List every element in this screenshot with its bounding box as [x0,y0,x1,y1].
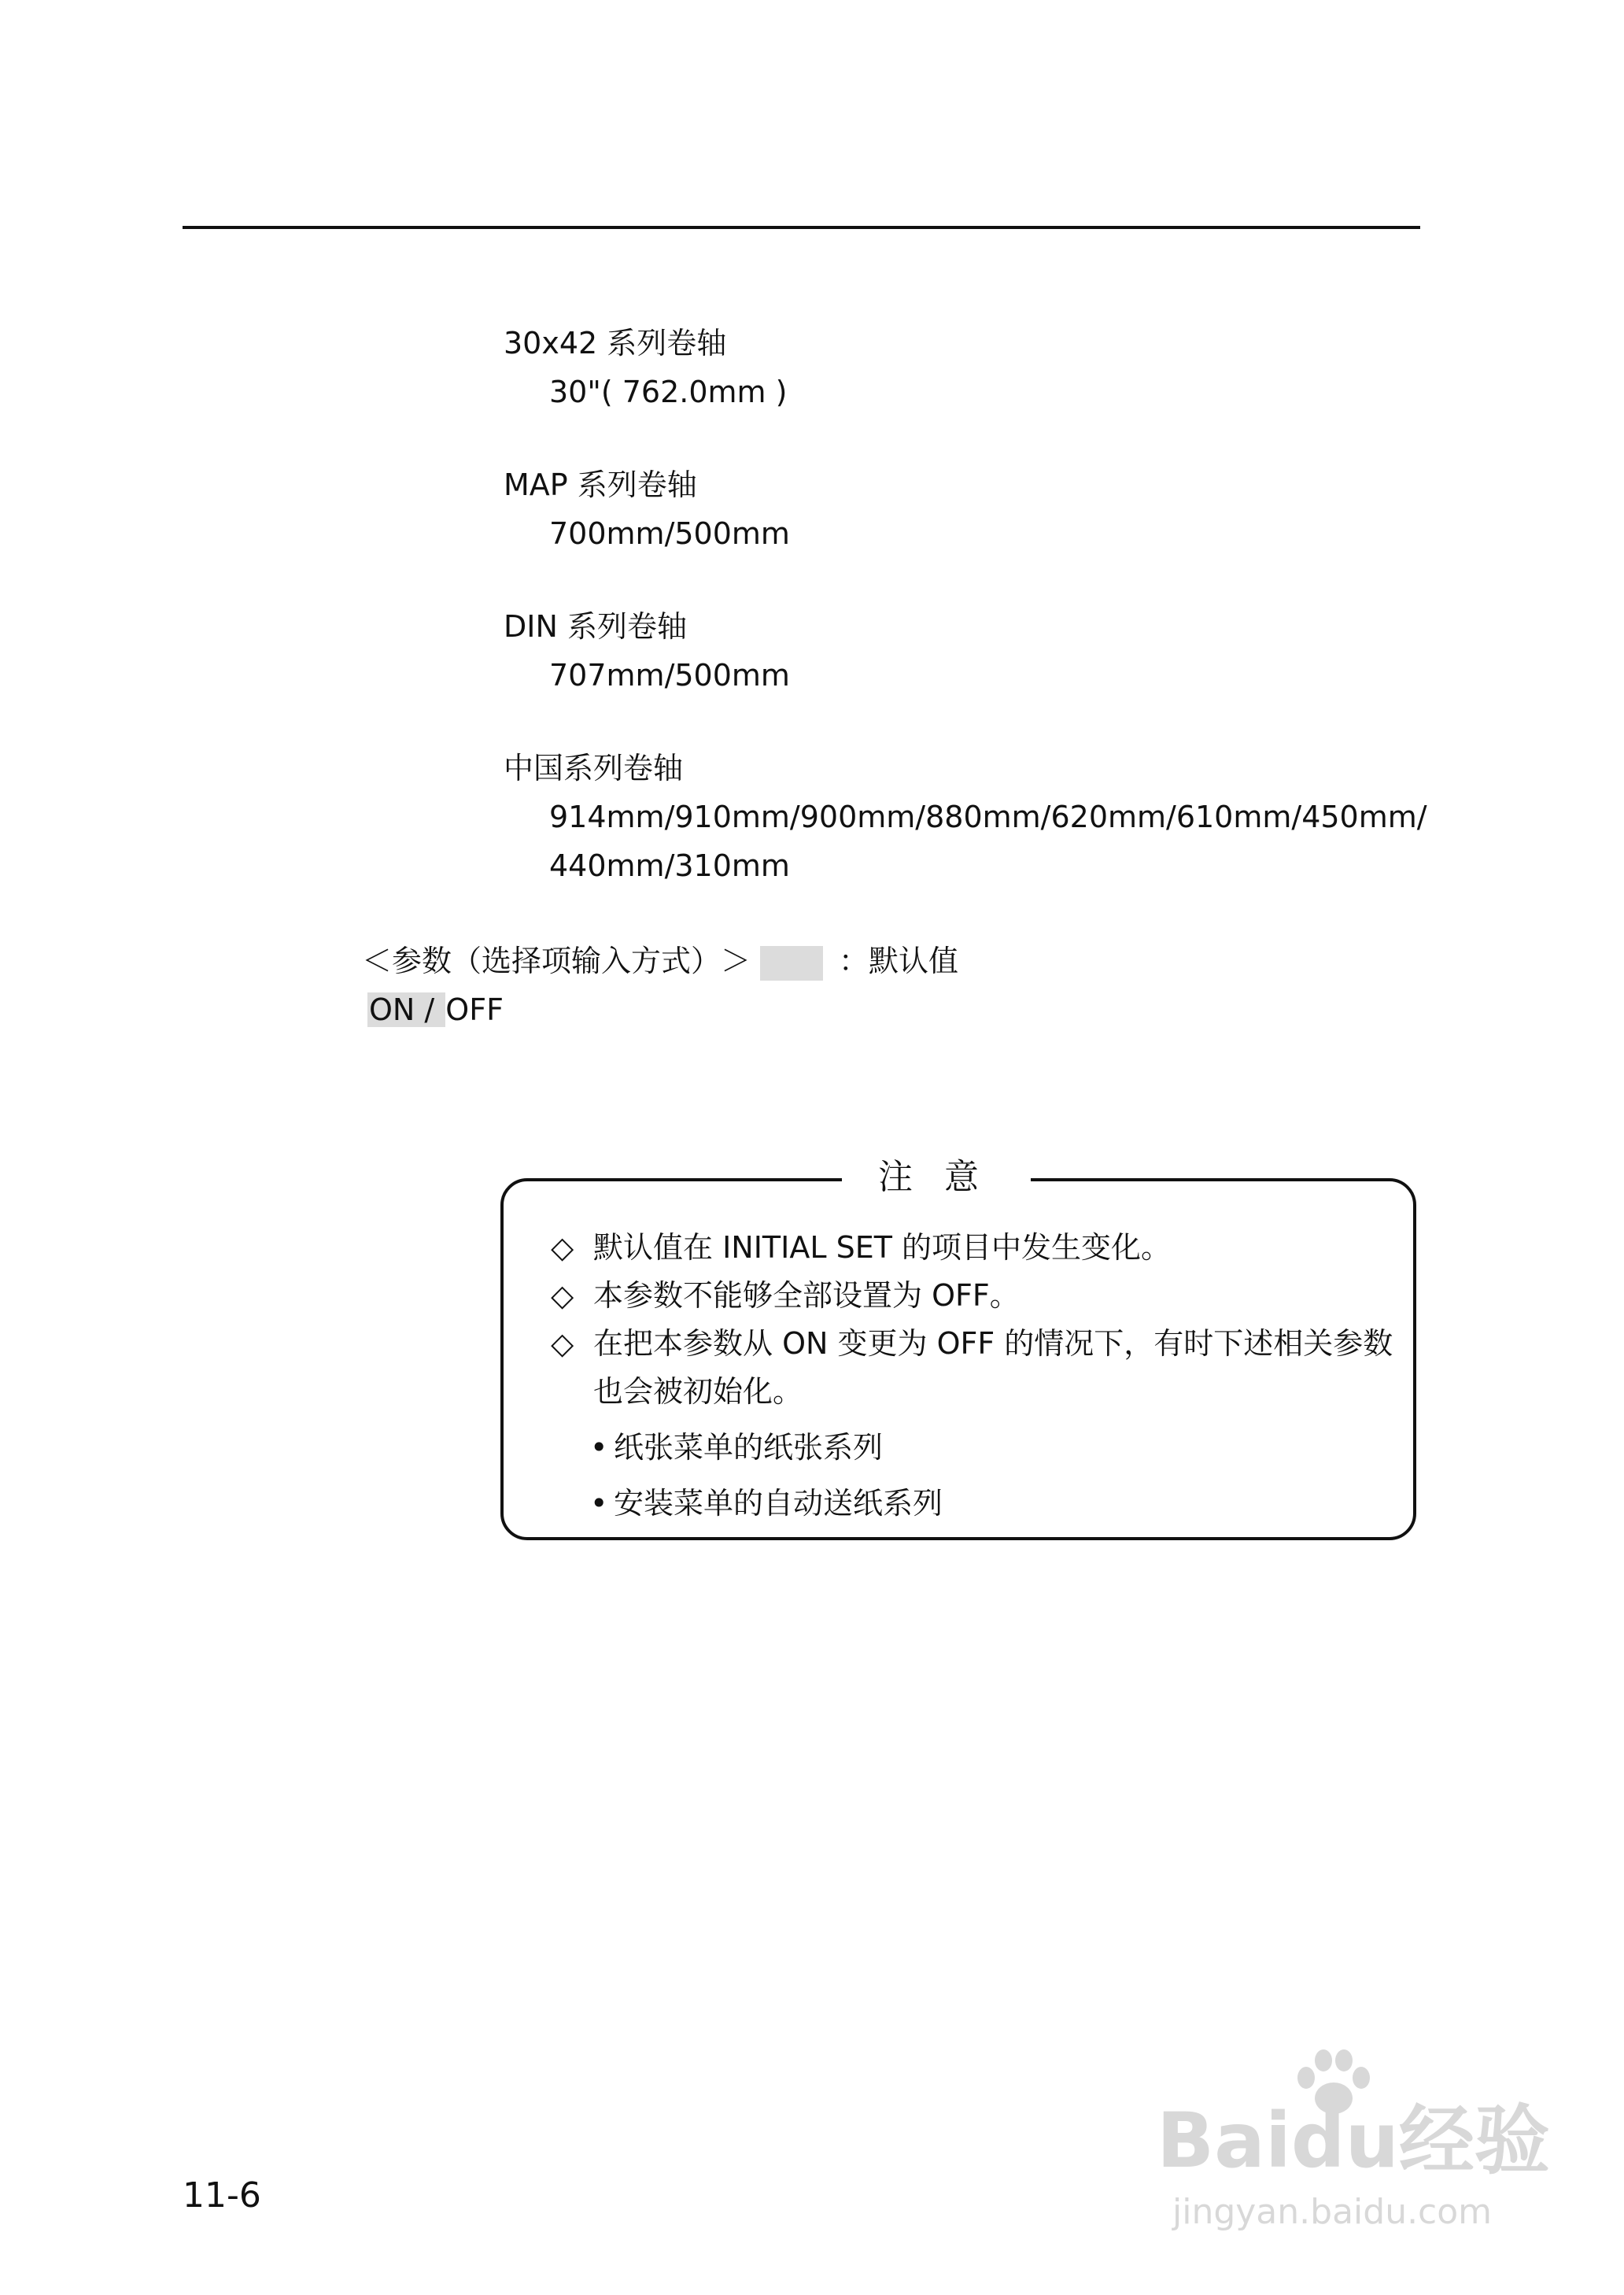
diamond-icon: ◇ [551,1326,574,1361]
bullet-text: 安装菜单的自动送纸系列 [614,1486,943,1521]
option-off: OFF [445,992,504,1027]
bullet-icon: • [590,1430,608,1465]
spec-din [504,602,790,700]
option-on-default: ON / [369,992,445,1027]
watermark-url: jingyan.baidu.com [1172,2192,1493,2232]
note-text: 本参数不能够全部设置为 OFF。 [593,1278,1020,1313]
note-item [551,1224,1401,1272]
spec-value: 700mm/500mm [549,516,790,551]
spec-value: 914mm/910mm/900mm/880mm/620mm/610mm/450mm/ [549,800,1427,834]
default-label: ：默认值 [839,944,959,978]
bullet-text: 纸张菜单的纸张系列 [614,1430,884,1465]
note-text: 默认值在 INITIAL SET 的项目中发生变化。 [593,1230,1172,1265]
note-title: 注意 [842,1154,1031,1201]
spec-heading: MAP 系列卷轴 [504,468,697,502]
options-line [367,985,504,1034]
spec-map [504,460,790,558]
page-number: 11-6 [183,2175,261,2216]
spec-value: 440mm/310mm [549,848,790,883]
default-swatch [760,946,823,981]
diamond-icon: ◇ [551,1278,574,1313]
note-item [551,1320,1401,1416]
note-bullet [551,1424,1401,1472]
note-text: 在把本参数从 ON 变更为 OFF 的情况下，有时下述相关参数也会被初始化。 [593,1326,1393,1409]
note-items [551,1224,1401,1528]
watermark-logo: Baidu经验 [1157,2097,1550,2185]
bullet-icon: • [590,1486,608,1521]
spec-value: 707mm/500mm [549,658,790,693]
header-rule [183,226,1420,229]
params-header [362,937,958,985]
spec-heading: 30x42 系列卷轴 [504,326,727,360]
note-bullet [551,1480,1401,1528]
note-item [551,1272,1401,1320]
spec-30x42 [504,319,787,416]
spec-heading: 中国系列卷轴 [504,751,684,785]
params-label: ＜参数（选择项输入方式）＞ [362,944,751,978]
spec-value: 30"( 762.0mm ) [549,375,788,409]
spec-heading: DIN 系列卷轴 [504,609,687,644]
baidu-watermark [1157,2046,1550,2235]
spec-china [504,744,1427,890]
diamond-icon: ◇ [551,1230,574,1265]
